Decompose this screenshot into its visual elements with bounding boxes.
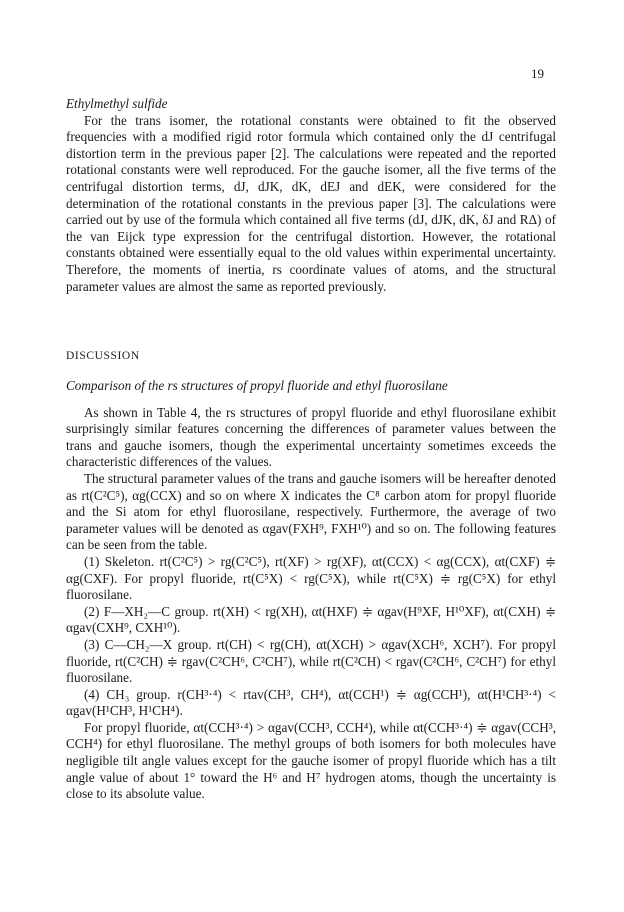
paragraph: As shown in Table 4, the rs structures of propyl fluoride and ethyl fluorosilane exhibit surprisingly similar features concerning the differences of parameter values between the trans and gauche isomers, though the experimental uncertainty sometimes exceeds the characteristic differences of the values. (66, 404, 556, 470)
paragraph: For the trans isomer, the rotational constants were obtained to fit the observed frequencies with a modified rigid rotor formula which contained only the dJ centrifugal distortion term in the previous paper [2]. The calculations were repeated and the reported rotational constants were well reproduced. For the gauche isomer, all the five terms of the centrifugal distortion terms, dJ, dJK, dK, dEJ and dEK, were considered for the determination of the rotational constants in the previous paper [3]. The calculations were carried out by use of the formula which contained all five terms (dJ, dJK, dK, δJ and RΔ) of the van Eijck type expression for the centrifugal distortion. However, the rotational constants obtained were essentially equal to the old values within experimental uncertainty. Therefore, the moments of inertia, rs coordinate values of atoms, and the structural parameter values are almost the same as reported previously. (66, 112, 556, 294)
section-title: Ethylmethyl sulfide (66, 96, 168, 111)
list-item: (2) F—XH₂—C group. rt(XH) < rg(XH), αt(HXF) ≑ αgav(H⁹XF, H¹⁰XF), αt(CXH) ≑ αgav(CXH⁹, CXH¹⁰). (66, 603, 556, 636)
list-item: (4) CH₃ group. r(CH³·⁴) < rtav(CH³, CH⁴), αt(CCH¹) ≑ αg(CCH¹), αt(H¹CH³·⁴) < αgav(H¹CH³, H¹CH⁴). (66, 686, 556, 719)
page-number: 19 (531, 66, 544, 81)
discussion-block (66, 348, 556, 365)
paragraph: For propyl fluoride, αt(CCH³·⁴) > αgav(CCH³, CCH⁴), while αt(CCH³·⁴) ≑ αgav(CCH³, CCH⁴) for ethyl fluorosilane. The methyl groups of both isomers for both molecules have negligible tilt angle values except for the gauche isomer of propyl fluoride which has a tilt angle value of about 1° toward the H⁶ and H⁷ hydrogen atoms, though the uncertainty is close to its absolute value. (66, 719, 556, 802)
section-title: Comparison of the rs structures of propyl fluoride and ethyl fluorosilane (66, 378, 448, 393)
section-comparison (66, 378, 556, 803)
paragraph: The structural parameter values of the trans and gauche isomers will be hereafter denoted as rt(C²C⁵), αg(CCX) and so on where X indicates the C⁸ carbon atom for propyl fluoride and the Si atom for ethyl fluorosilane, respectively. Furthermore, the average of two parameter values will be denoted as αgav(FXH⁹, FXH¹⁰) and so on. The following features can be seen from the table. (66, 470, 556, 553)
list-item: (3) C—CH₂—X group. rt(CH) < rg(CH), αt(XCH) > αgav(XCH⁶, XCH⁷). For propyl fluoride, rt(C²CH) ≑ rgav(C²CH⁶, C²CH⁷), while rt(C²CH) < rgav(C²CH⁶, C²CH⁷) for ethyl fluorosilane. (66, 636, 556, 686)
section-ethylmethyl-sulfide (66, 96, 556, 295)
discussion-heading: DISCUSSION (66, 350, 140, 362)
list-item: (1) Skeleton. rt(C²C⁵) > rg(C²C⁵), rt(XF) > rg(XF), αt(CCX) < αg(CCX), αt(CXF) ≑ αg(CXF). For propyl fluoride, rt(C⁵X) < rg(C⁵X), while rt(C⁵X) ≑ rg(C⁵X) for ethyl fluorosilane. (66, 553, 556, 603)
